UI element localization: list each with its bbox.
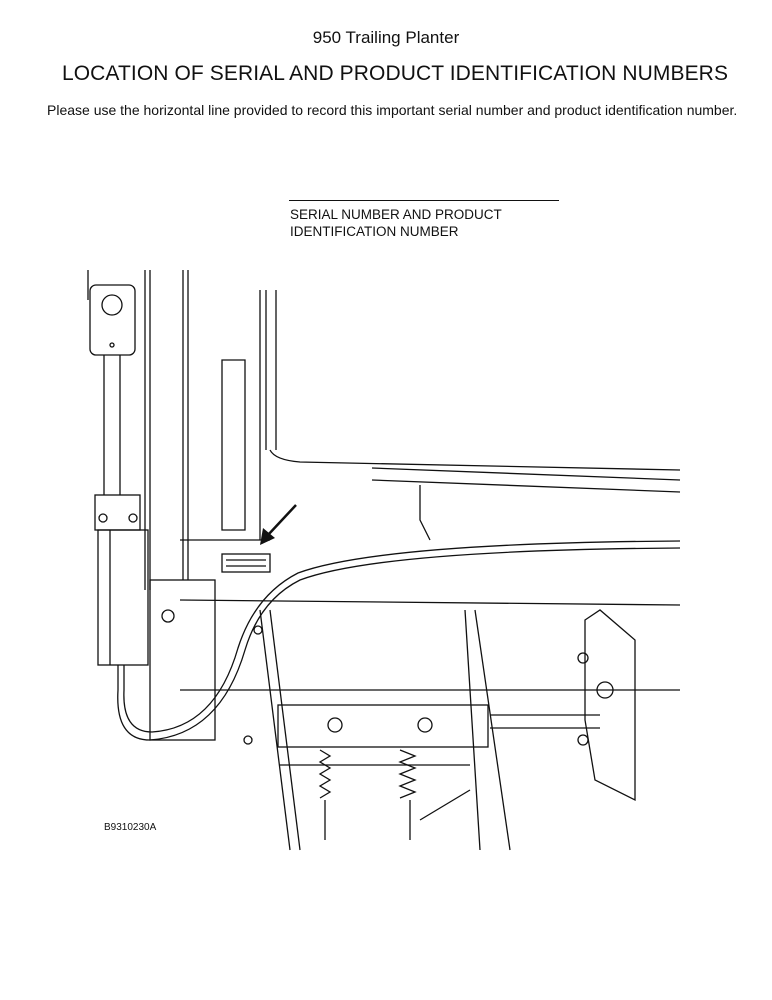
page-title: LOCATION OF SERIAL AND PRODUCT IDENTIFICATION NUMBERS (61, 62, 729, 85)
record-label-line1: SERIAL NUMBER AND PRODUCT (290, 207, 502, 222)
serial-record-line (289, 200, 559, 201)
arrow-icon (260, 505, 296, 545)
spring-assembly (244, 610, 635, 850)
intro-paragraph: Please use the horizontal line provided to record this important serial number and product identification number. (47, 102, 738, 118)
serial-record-label (290, 206, 570, 240)
figure-code: B9310230A (104, 822, 157, 833)
planter-illustration (80, 260, 700, 860)
record-label-line2: IDENTIFICATION NUMBER (290, 224, 459, 239)
hydraulic-cylinder (88, 270, 680, 740)
serial-plate (222, 554, 270, 572)
document-subtitle: 950 Trailing Planter (312, 28, 460, 47)
